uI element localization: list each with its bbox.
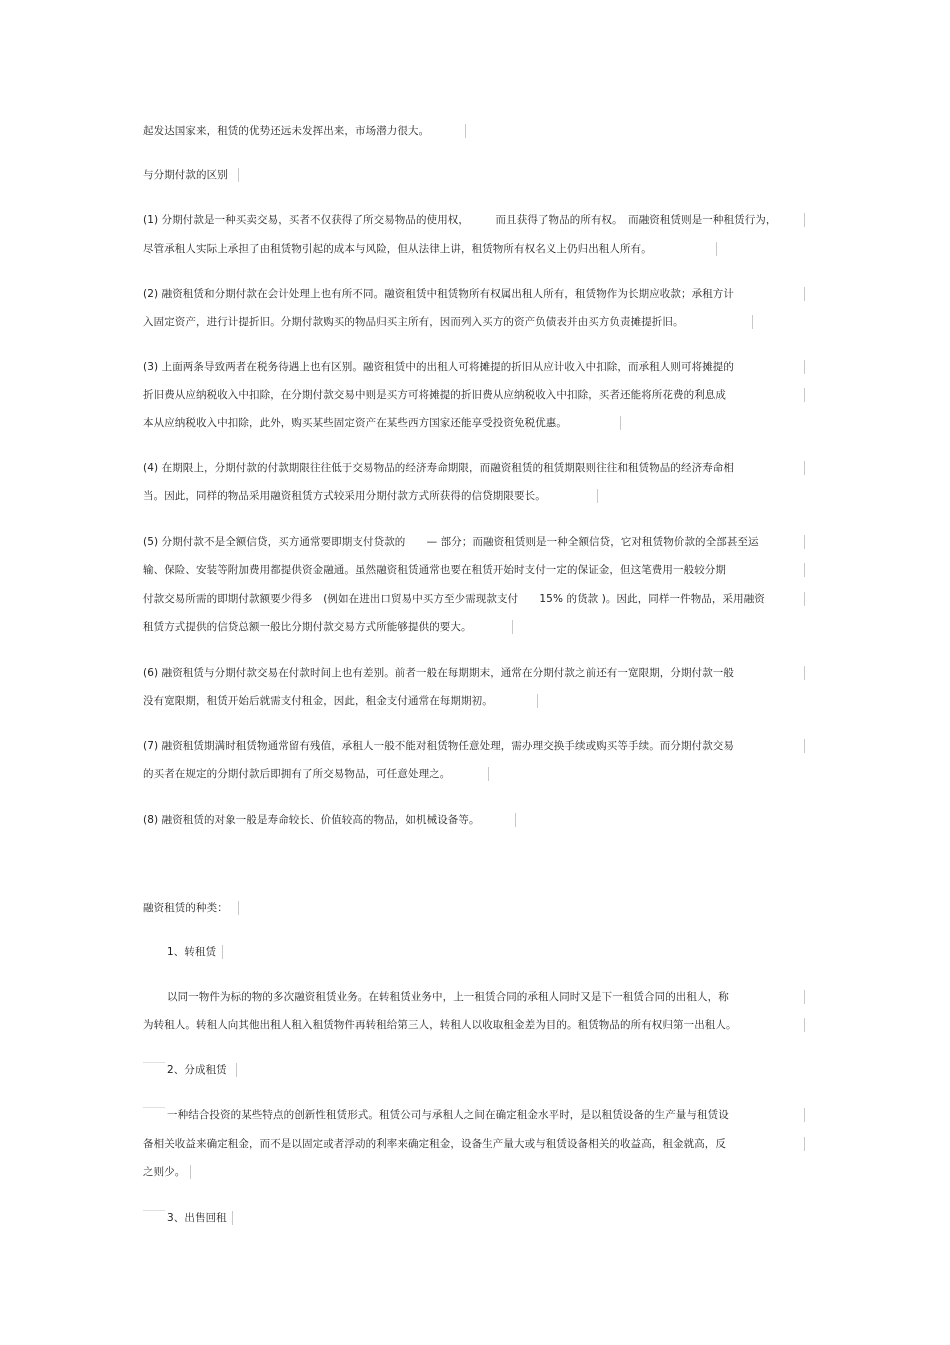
type-1-line-2: 为转租人。转租人向其他出租人租入租赁物件再转租给第三人，转租人以收取租金差为目的。租赁物品的所有权归第一出租人。 [143,1019,737,1031]
type-1-line-1: 以同一物件为标的物的多次融资租赁业务。在转租赁业务中，上一租赁合同的承租人同时又是下一租赁合同的出租人，称 [167,991,729,1003]
point-6-line-1: (6) 融资租赁与分期付款交易在付款时间上也有差别。前者一般在每期期末，通常在分期付款之前还有一宽限期，分期付款一般 [143,667,735,679]
text-edge-mark [716,242,717,256]
point-1-line-1: (1) 分期付款是一种买卖交易，买者不仅获得了所交易物品的使用权， 而且获得了物品的所有权。 而融资租赁则是一种租赁行为， [143,214,777,226]
text-edge-mark [804,1137,805,1151]
text-edge-mark [236,1063,237,1077]
text-edge-mark [222,945,223,959]
type-3-title: 3、出售回租 [167,1212,227,1224]
text-edge-mark [804,360,805,374]
point-7-line-1: (7) 融资租赁期满时租赁物通常留有残值，承租人一般不能对租赁物任意处理，需办理交换手续或购买等手续。而分期付款交易 [143,740,735,752]
text-edge-mark [488,767,489,781]
text-edge-mark [804,461,805,475]
text-edge-mark [465,124,466,138]
text-edge-mark [804,563,805,577]
text-edge-mark [515,813,516,827]
point-8-line-1: (8) 融资租赁的对象一般是寿命较长、价值较高的物品，如机械设备等。 [143,814,480,826]
type-2-title: 2、分成租赁 [167,1064,227,1076]
text-edge-mark [190,1165,191,1179]
type-1-title: 1、转租赁 [167,946,217,958]
text-edge-mark [620,416,621,430]
indent-rule [143,1107,165,1108]
point-5-line-3: 付款交易所需的即期付款额要少得多 (例如在进出口贸易中买方至少需现款支付 15% 的货款 )。因此，同样一件物品，采用融资 [143,593,765,605]
point-5-line-2: 输、保险、安装等附加费用都提供资金融通。虽然融资租赁通常也要在租赁开始时支付一定的保证金，但这笔费用一般较分期 [143,564,726,576]
text-edge-mark [804,1108,805,1122]
text-edge-mark [238,901,239,915]
text-edge-mark [804,213,805,227]
text-edge-mark [752,315,753,329]
text-edge-mark [804,388,805,402]
point-7-line-2: 的买者在规定的分期付款后即拥有了所交易物品，可任意处理之。 [143,768,451,780]
point-5-line-1: (5) 分期付款不是全额信贷，买方通常要即期支付贷款的 — 部分；而融资租赁则是一种全额信贷，它对租赁物价款的全部甚至运 [143,536,759,548]
type-2-line-1: 一种结合投资的某些特点的创新性租赁形式。租赁公司与承租人之间在确定租金水平时，是以租赁设备的生产量与租赁设 [167,1109,729,1121]
text-edge-mark [804,592,805,606]
type-2-line-2: 备相关收益来确定租金，而不是以固定或者浮动的利率来确定租金，设备生产量大或与租赁设备相关的收益高，租金就高，反 [143,1138,726,1150]
section-heading-types: 融资租赁的种类： [143,902,228,914]
point-2-line-2: 入固定资产，进行计提折旧。分期付款购买的物品归买主所有，因而列入买方的资产负债表并由买方负责摊提折旧。 [143,316,684,328]
text-edge-mark [804,1018,805,1032]
point-2-line-1: (2) 融资租赁和分期付款在会计处理上也有所不同。融资租赁中租赁物所有权属出租人所有，租赁物作为长期应收款；承租方计 [143,288,735,300]
point-3-line-1: (3) 上面两条导致两者在税务待遇上也有区别。融资租赁中的出租人可将摊提的折旧从应计收入中扣除，而承租人则可将摊提的 [143,361,735,373]
text-edge-mark [804,287,805,301]
text-edge-mark [804,990,805,1004]
text-edge-mark [597,489,598,503]
point-6-line-2: 没有宽限期，租赁开始后就需支付租金，因此，租金支付通常在每期期初。 [143,695,493,707]
text-edge-mark [537,694,538,708]
point-4-line-1: (4) 在期限上，分期付款的付款期限往往低于交易物品的经济寿命期限，而融资租赁的租赁期限则往往和租赁物品的经济寿命相 [143,462,735,474]
point-5-line-4: 租赁方式提供的信贷总额一般比分期付款交易方式所能够提供的要大。 [143,621,472,633]
text-edge-mark [232,1211,233,1225]
text-edge-mark [238,168,239,182]
point-3-line-3: 本从应纳税收入中扣除，此外，购买某些固定资产在某些西方国家还能享受投资免税优惠。 [143,417,567,429]
point-1-line-2: 尽管承租人实际上承担了由租赁物引起的成本与风险，但从法律上讲，租赁物所有权名义上仍归出租人所有。 [143,243,652,255]
text-edge-mark [804,666,805,680]
point-3-line-2: 折旧费从应纳税收入中扣除，在分期付款交易中则是买方可将摊提的折旧费从应纳税收入中扣除，买者还能将所花费的利息成 [143,389,726,401]
indent-rule [143,1062,165,1063]
text-edge-mark [804,535,805,549]
section-heading-difference: 与分期付款的区别 [143,169,228,181]
text-edge-mark [804,739,805,753]
point-4-line-2: 当。因此，同样的物品采用融资租赁方式较采用分期付款方式所获得的信贷期限要长。 [143,490,546,502]
type-2-line-3: 之则少。 [143,1166,186,1178]
intro-line: 起发达国家来，租赁的优势还远未发挥出来，市场潜力很大。 [143,125,430,137]
indent-rule [143,1210,165,1211]
text-edge-mark [512,620,513,634]
